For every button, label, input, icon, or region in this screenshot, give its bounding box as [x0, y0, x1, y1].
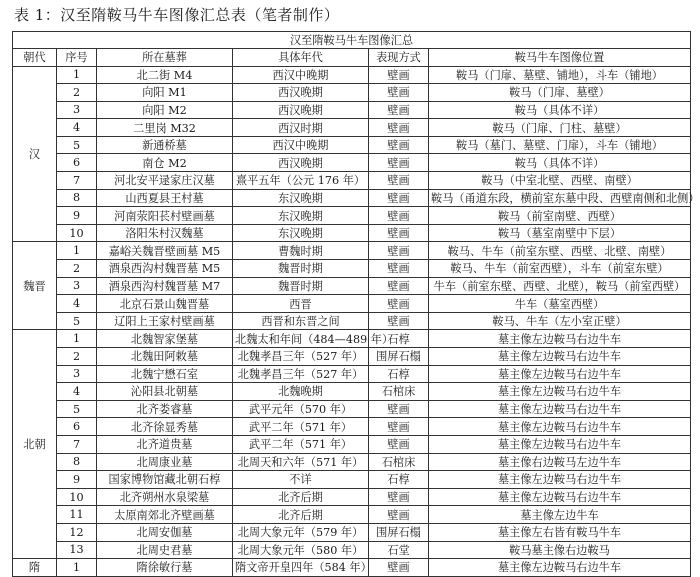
tomb-cell: 北齐朔州水泉梁墓	[97, 488, 233, 506]
medium-cell: 壁画	[369, 242, 429, 260]
number-cell: 11	[57, 506, 97, 524]
medium-cell: 壁画	[369, 224, 429, 242]
medium-cell: 壁画	[369, 312, 429, 330]
tomb-cell: 洛阳朱村汉魏墓	[97, 224, 233, 242]
date-cell: 武平二年（571 年）	[233, 435, 369, 453]
date-cell: 魏晋时期	[233, 277, 369, 295]
image-location-cell: 墓主像左边鞍马右边牛车	[429, 435, 691, 453]
tomb-cell: 北周史君墓	[97, 541, 233, 559]
tomb-cell: 北魏宁懋石室	[97, 365, 233, 383]
date-cell: 武平元年（570 年）	[233, 400, 369, 418]
tomb-cell: 北二街 M4	[97, 66, 233, 84]
medium-cell: 壁画	[369, 435, 429, 453]
image-location-cell: 鞍马墓主像右边鞍马	[429, 541, 691, 559]
image-location-cell: 鞍马、牛车（前室东壁、西壁、北壁、南壁）	[429, 242, 691, 260]
tomb-cell: 南仓 M2	[97, 154, 233, 172]
medium-cell: 壁画	[369, 418, 429, 436]
image-location-cell: 鞍马、牛车（前室西壁），斗车（前室东壁）	[429, 260, 691, 278]
number-cell: 3	[57, 277, 97, 295]
date-cell: 东汉晚期	[233, 224, 369, 242]
medium-cell: 壁画	[369, 207, 429, 225]
date-cell: 北魏晚期	[233, 383, 369, 401]
date-cell: 北周大象元年（580 年）	[233, 541, 369, 559]
table-row	[13, 277, 691, 295]
table-row	[13, 295, 691, 313]
date-cell: 武平二年（571 年）	[233, 418, 369, 436]
date-cell: 西晋	[233, 295, 369, 313]
header-date: 具体年代	[233, 49, 369, 67]
number-cell: 10	[57, 224, 97, 242]
number-cell: 5	[57, 136, 97, 154]
header-image-location: 鞍马牛车图像位置	[429, 49, 691, 67]
image-location-cell: 墓主像右边鞍马左边牛车	[429, 453, 691, 471]
medium-cell: 壁画	[369, 277, 429, 295]
table-row	[13, 189, 691, 207]
date-cell: 隋文帝开皇四年（584 年）	[233, 559, 369, 577]
table-row	[13, 435, 691, 453]
medium-cell: 石堂	[369, 541, 429, 559]
table-row	[13, 224, 691, 242]
medium-cell: 石棺床	[369, 453, 429, 471]
number-cell: 2	[57, 84, 97, 102]
tomb-cell: 向阳 M2	[97, 101, 233, 119]
date-cell: 西汉中晚期	[233, 66, 369, 84]
date-cell: 北魏孝昌三年（527 年）	[233, 365, 369, 383]
image-location-cell: 鞍马（门扉、墓壁、铺地），斗车（铺地）	[429, 66, 691, 84]
medium-cell: 壁画	[369, 172, 429, 190]
date-cell: 东汉晚期	[233, 189, 369, 207]
tomb-cell: 隋徐敏行墓	[97, 559, 233, 577]
table-row	[13, 66, 691, 84]
number-cell: 1	[57, 330, 97, 348]
number-cell: 2	[57, 260, 97, 278]
table-row	[13, 330, 691, 348]
date-cell: 曹魏时期	[233, 242, 369, 260]
date-cell: 北齐后期	[233, 506, 369, 524]
image-location-cell: 鞍马、牛车（左小室正壁）	[429, 312, 691, 330]
image-location-cell: 鞍马（墓室南壁中下层）	[429, 224, 691, 242]
date-cell: 北魏太和年间（484—489 年）	[233, 330, 369, 348]
number-cell: 9	[57, 207, 97, 225]
image-location-cell: 墓主像左边鞍马右边牛车	[429, 365, 691, 383]
table-row	[13, 136, 691, 154]
medium-cell: 石椁	[369, 365, 429, 383]
tomb-cell: 北周安伽墓	[97, 523, 233, 541]
number-cell: 5	[57, 312, 97, 330]
date-cell: 北周天和六年（571 年）	[233, 453, 369, 471]
header-medium: 表现方式	[369, 49, 429, 67]
number-cell: 7	[57, 435, 97, 453]
table-row	[13, 523, 691, 541]
image-location-cell: 牛车（墓室西壁）	[429, 295, 691, 313]
image-location-cell: 鞍马（具体不详）	[429, 101, 691, 119]
table-row	[13, 119, 691, 137]
tomb-cell: 沁阳县北朝墓	[97, 383, 233, 401]
number-cell: 4	[57, 383, 97, 401]
tomb-cell: 酒泉西沟村魏晋墓 M5	[97, 260, 233, 278]
table-row	[13, 453, 691, 471]
number-cell: 1	[57, 66, 97, 84]
tomb-cell: 辽阳上王家村壁画墓	[97, 312, 233, 330]
summary-table	[12, 31, 700, 577]
number-cell: 6	[57, 154, 97, 172]
tomb-cell: 河北安平逯家庄汉墓	[97, 172, 233, 190]
tomb-cell: 太原南郊北齐壁画墓	[97, 506, 233, 524]
date-cell: 不详	[233, 471, 369, 489]
tomb-cell: 北魏智家堡墓	[97, 330, 233, 348]
tomb-cell: 北齐娄睿墓	[97, 400, 233, 418]
medium-cell: 石棺床	[369, 383, 429, 401]
tomb-cell: 北齐徐显秀墓	[97, 418, 233, 436]
date-cell: 西汉时期	[233, 119, 369, 137]
image-location-cell: 牛车（前室东壁、西壁、北壁），鞍马（前室西壁）	[429, 277, 691, 295]
medium-cell: 壁画	[369, 506, 429, 524]
image-location-cell: 鞍马（门扉、门柱、墓壁）	[429, 119, 691, 137]
image-location-cell: 墓主像左边鞍马右边牛车	[429, 471, 691, 489]
number-cell: 8	[57, 453, 97, 471]
image-location-cell: 鞍马（中室北壁、西壁、南壁）	[429, 172, 691, 190]
number-cell: 8	[57, 189, 97, 207]
date-cell: 东汉晚期	[233, 207, 369, 225]
medium-cell: 壁画	[369, 260, 429, 278]
medium-cell: 石椁	[369, 330, 429, 348]
medium-cell: 壁画	[369, 136, 429, 154]
header-tomb: 所在墓葬	[97, 49, 233, 67]
date-cell: 西汉晚期	[233, 154, 369, 172]
image-location-cell: 鞍马（墓门、墓壁、门扉），斗车（铺地）	[429, 136, 691, 154]
date-cell: 北齐后期	[233, 488, 369, 506]
header-row	[13, 49, 691, 67]
date-cell: 北周大象元年（579 年）	[233, 523, 369, 541]
date-cell: 熹平五年（公元 176 年）	[233, 172, 369, 190]
image-location-cell: 鞍马（具体不详）	[429, 154, 691, 172]
table-row	[13, 312, 691, 330]
table-title: 汉至隋鞍马牛车图像汇总	[13, 32, 691, 49]
tomb-cell: 北齐道贵墓	[97, 435, 233, 453]
tomb-cell: 酒泉西沟村魏晋墓 M7	[97, 277, 233, 295]
image-location-cell: 墓主像左边鞍马右边牛车	[429, 559, 691, 577]
tomb-cell: 河南荥阳苌村壁画墓	[97, 207, 233, 225]
table-row	[13, 541, 691, 559]
medium-cell: 壁画	[369, 488, 429, 506]
date-cell: 北魏孝昌三年（527 年）	[233, 348, 369, 366]
table-row	[13, 242, 691, 260]
image-location-cell: 鞍马（前室南壁、西壁）	[429, 207, 691, 225]
medium-cell: 壁画	[369, 189, 429, 207]
table-row	[13, 506, 691, 524]
tomb-cell: 北京石景山魏晋墓	[97, 295, 233, 313]
image-location-cell: 墓主像左边鞍马右边牛车	[429, 400, 691, 418]
number-cell: 1	[57, 559, 97, 577]
image-location-cell: 墓主像左边牛车	[429, 506, 691, 524]
medium-cell: 围屏石榻	[369, 523, 429, 541]
tomb-cell: 北魏田阿敕墓	[97, 348, 233, 366]
number-cell: 3	[57, 101, 97, 119]
image-location-cell: 墓主像左右皆有鞍马牛车	[429, 523, 691, 541]
medium-cell: 壁画	[369, 295, 429, 313]
dynasty-cell: 魏晋	[13, 242, 57, 330]
table-row	[13, 383, 691, 401]
date-cell: 西晋和东晋之间	[233, 312, 369, 330]
medium-cell: 壁画	[369, 154, 429, 172]
date-cell: 西汉晚期	[233, 101, 369, 119]
medium-cell: 壁画	[369, 400, 429, 418]
table-row	[13, 348, 691, 366]
date-cell: 魏晋时期	[233, 260, 369, 278]
image-location-cell: 鞍马（甬道东段，横前室东墓中段、西壁南侧和北侧）	[429, 189, 691, 207]
tomb-cell: 山西夏县王村墓	[97, 189, 233, 207]
tomb-cell: 嘉峪关魏晋壁画墓 M5	[97, 242, 233, 260]
table-row	[13, 172, 691, 190]
table-row	[13, 471, 691, 489]
table-row	[13, 101, 691, 119]
image-location-cell: 墓主像左边鞍马右边牛车	[429, 330, 691, 348]
number-cell: 9	[57, 471, 97, 489]
number-cell: 4	[57, 119, 97, 137]
table-row	[13, 207, 691, 225]
table-row	[13, 154, 691, 172]
table-row	[13, 418, 691, 436]
number-cell: 5	[57, 400, 97, 418]
image-location-cell: 墓主像左边鞍马右边牛车	[429, 348, 691, 366]
table-row	[13, 488, 691, 506]
number-cell: 2	[57, 348, 97, 366]
medium-cell: 壁画	[369, 119, 429, 137]
image-location-cell: 墓主像左边鞍马右边牛车	[429, 383, 691, 401]
number-cell: 12	[57, 523, 97, 541]
medium-cell: 石椁	[369, 471, 429, 489]
medium-cell: 壁画	[369, 66, 429, 84]
medium-cell: 壁画	[369, 84, 429, 102]
table-row	[13, 260, 691, 278]
dynasty-cell: 隋	[13, 559, 57, 577]
number-cell: 13	[57, 541, 97, 559]
tomb-cell: 北周康业墓	[97, 453, 233, 471]
table-row	[13, 559, 691, 577]
table-row	[13, 84, 691, 102]
number-cell: 10	[57, 488, 97, 506]
date-cell: 西汉中晚期	[233, 136, 369, 154]
dynasty-cell: 北朝	[13, 330, 57, 559]
number-cell: 7	[57, 172, 97, 190]
number-cell: 1	[57, 242, 97, 260]
medium-cell: 壁画	[369, 559, 429, 577]
medium-cell: 壁画	[369, 101, 429, 119]
medium-cell: 围屏石榻	[369, 348, 429, 366]
tomb-cell: 新通桥墓	[97, 136, 233, 154]
header-number: 序号	[57, 49, 97, 67]
table-caption: 表 1：汉至隋鞍马牛车图像汇总表（笔者制作）	[14, 6, 340, 24]
number-cell: 3	[57, 365, 97, 383]
table-body	[13, 66, 700, 576]
table-row	[13, 365, 691, 383]
tomb-cell: 向阳 M1	[97, 84, 233, 102]
header-dynasty: 朝代	[13, 49, 57, 67]
image-location-cell: 墓主像左边鞍马右边牛车	[429, 488, 691, 506]
number-cell: 6	[57, 418, 97, 436]
image-location-cell: 墓主像左边鞍马右边牛车	[429, 418, 691, 436]
date-cell: 西汉晚期	[233, 84, 369, 102]
number-cell: 4	[57, 295, 97, 313]
tomb-cell: 二里岗 M32	[97, 119, 233, 137]
image-location-cell: 鞍马（门扉、墓壁）	[429, 84, 691, 102]
dynasty-cell: 汉	[13, 66, 57, 242]
table-row	[13, 400, 691, 418]
tomb-cell: 国家博物馆藏北朝石椁	[97, 471, 233, 489]
